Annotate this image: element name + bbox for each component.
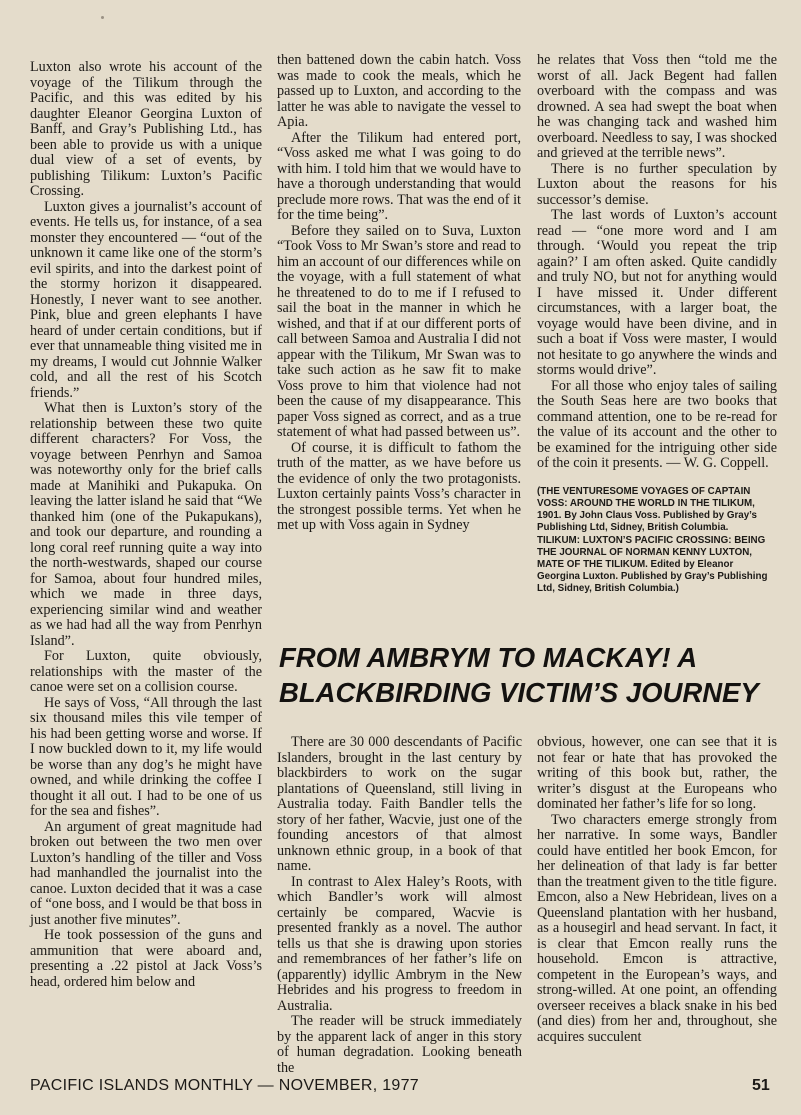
paragraph: Luxton also wrote his account of the voyage of the Tilikum through the Pacific, and this was edited by his daughter Eleanor Georgina Luxton of Banff, and Gray’s Publishing Ltd., has been able to provide us with a unique dual view of a set of events, by publishing Tilikum: Luxton’s Pacific Crossing. [30,59,262,199]
article-column-3 [537,53,777,596]
article-column-1 [30,60,262,990]
paragraph: Luxton gives a journalist’s account of events. He tells us, for instance, of a sea monster they encountered — “out of the unknown it came like one of the storm’s evil spirits, and into the darkest point of the stormy horizon it disappeared. Honestly, I never want to see another. Pink, blue and green elephants I have heard of under certain conditions, but if ever that unnameable thing visited me in my dreams, I would cut Johnnie Walker cold, and all the rest of his Scotch friends.” [30,198,262,401]
print-speck [101,16,104,19]
paragraph: There are 30 000 descendants of Pacific Islanders, brought in the last century by blackbirders to work on the sugar plantations of Queensland, still living in Australia today. Faith Bandler tells the story of her father, Wacvie, just one of the founding ancestors of that almost unknown ethnic group, in a book of that name. [277,734,522,874]
paragraph: There is no further speculation by Luxton about the reasons for his successor’s demise. [537,160,777,208]
paragraph: For Luxton, quite obviously, relationships with the master of the canoe were set on a collision course. [30,648,262,695]
publication-footer: PACIFIC ISLANDS MONTHLY — NOVEMBER, 1977 [30,1077,419,1094]
paragraph: Two characters emerge strongly from her narrative. In some ways, Bandler could have entitled her book Emcon, for her delineation of that lady is far better than the treatment given to the title figure. Emcon, also a New Hebridean, lives on a Queensland plantation with her husband, as a housegirl and head servant. In fact, it is clear that Emcon really runs the household. Emcon is attractive, competent in the European’s ways, and strong-willed. At one point, an offending overseer receives a black snake in his bed (and dies) from her and, throughout, she acquires succulent [537,811,777,1045]
article-headline [279,640,779,710]
paragraph: obvious, however, one can see that it is not fear or hate that has provoked the writing of this book but, rather, the writer’s disgust at the Europeans who dominated her father’s life for so long. [537,734,777,812]
paragraph: The last words of Luxton’s account read — “one more word and I am through. ‘Would you repeat the trip again?’ I am often asked. Quite candidly and truly NO, but not for anything would I have missed it. Under different circumstances, with a larger boat, the voyage would have been divine, and in such a boat if Voss were master, I would not hesitate to go anywhere the winds and storms would drive”. [537,207,777,378]
paragraph: he relates that Voss then “told me the worst of all. Jack Begent had fallen overboard with the compass and was drowned. A sea had swept the boat when he was changing tack and washed him overboard. Needless to say, I was shocked and grieved at the terrible news”. [537,52,777,161]
paragraph: For all those who enjoy tales of sailing the South Seas here are two books that command attention, one to be re-read for the value of its account and the other to be examined for the intriguing other side of the coin it presents. — W. G. Coppell. [537,377,777,471]
paragraph: then battened down the cabin hatch. Voss was made to cook the meals, which he passed up to Luxton, and according to the latter he was able to navigate the vessel to Apia. [277,52,521,130]
headline-line-1: FROM AMBRYM TO MACKAY! A [279,642,698,673]
paragraph: He says of Voss, “All through the last six thousand miles this vile temper of his had been getting worse and worse. If I now buckled down to it, my life would be worse than any dog’s he might have owned, and while drinking the coffee I thought it all out. I had to be one of us for the sea and fishes”. [30,694,262,819]
book-credits [537,486,777,595]
review-column-2 [537,735,777,1045]
page-number: 51 [752,1077,770,1094]
book-credit: TILIKUM: LUXTON’S PACIFIC CROSSING: BEING THE JOURNAL OF NORMAN KENNY LUXTON, MATE OF THE TILIKUM. Edited by Eleanor Georgina Luxton. Published by Gray’s Publishing Ltd, Sidney, British Columbia.) [537,534,768,594]
paragraph: The reader will be struck immediately by the apparent lack of anger in this story of human degradation. Looking beneath the [277,1013,522,1076]
paragraph: An argument of great magnitude had broken out between the two men over Luxton’s handling of the tiller and Voss had manhandled the journalist into the canoe. Luxton decided that it was a case of “one boss, and I would be that boss in just another five minutes”. [30,818,262,928]
paragraph: What then is Luxton’s story of the relationship between these two quite different characters? For Voss, the voyage between Penrhyn and Samoa was noteworthy only for the brief calls made at Manihiki and Pukapuka. On leaving the latter island he said that “We thanked him (one of the Pukapukans), and took our departure, and rounding a long coral reef running quite a way into the north-westwards, shaped our course for Samoa, about four hundred miles, which we made in three days, experiencing similar wind and weather as we had had all the way from Penrhyn Island”. [30,400,262,649]
review-column-1 [277,735,522,1076]
paragraph: Before they sailed on to Suva, Luxton “Took Voss to Mr Swan’s store and read to him an account of our differences while on the voyage, with a full statement of what he threatened to do to me if I refused to sail the boat in the manner in which he wished, and that if at our different ports of call between Samoa and Australia I did not appear with the Tilikum, Mr Swan was to take such action as he saw fit to make Voss prove to him that violence had not been the cause of my disappearance. This paper Voss signed as correct, and as a true statement of what had passed between us”. [277,222,521,440]
paragraph: Of course, it is difficult to fathom the truth of the matter, as we have before us the evidence of only the two protagonists. Luxton certainly paints Voss’s character in the strongest possible terms. Yet when he met up with Voss again in Sydney [277,439,521,533]
paragraph: In contrast to Alex Haley’s Roots, with which Bandler’s work will almost certainly be compared, Wacvie is presented frankly as a novel. The author tells us that she is drawing upon stories and remembrances of her father’s life on (apparently) idyllic Ambrym in the New Hebrides and his progress to freedom in Australia. [277,873,522,1014]
paragraph: He took possession of the guns and ammunition that were aboard and, presenting a .22 pistol at Jack Voss’s head, ordered him below and [30,927,262,990]
article-column-2 [277,53,521,534]
book-credit: (THE VENTURESOME VOYAGES OF CAPTAIN VOSS: AROUND THE WORLD IN THE TILIKUM, 1901. By John Claus Voss. Published by Gray’s Publishing Ltd, Sidney, British Columbia. [537,485,757,533]
paragraph: After the Tilikum had entered port, “Voss asked me what I was going to do with him. I told him that we would have to have a thorough understanding that would preclude more rows. That was the end of it for the time being”. [277,129,521,223]
headline-line-2: BLACKBIRDING VICTIM’S JOURNEY [279,677,759,708]
